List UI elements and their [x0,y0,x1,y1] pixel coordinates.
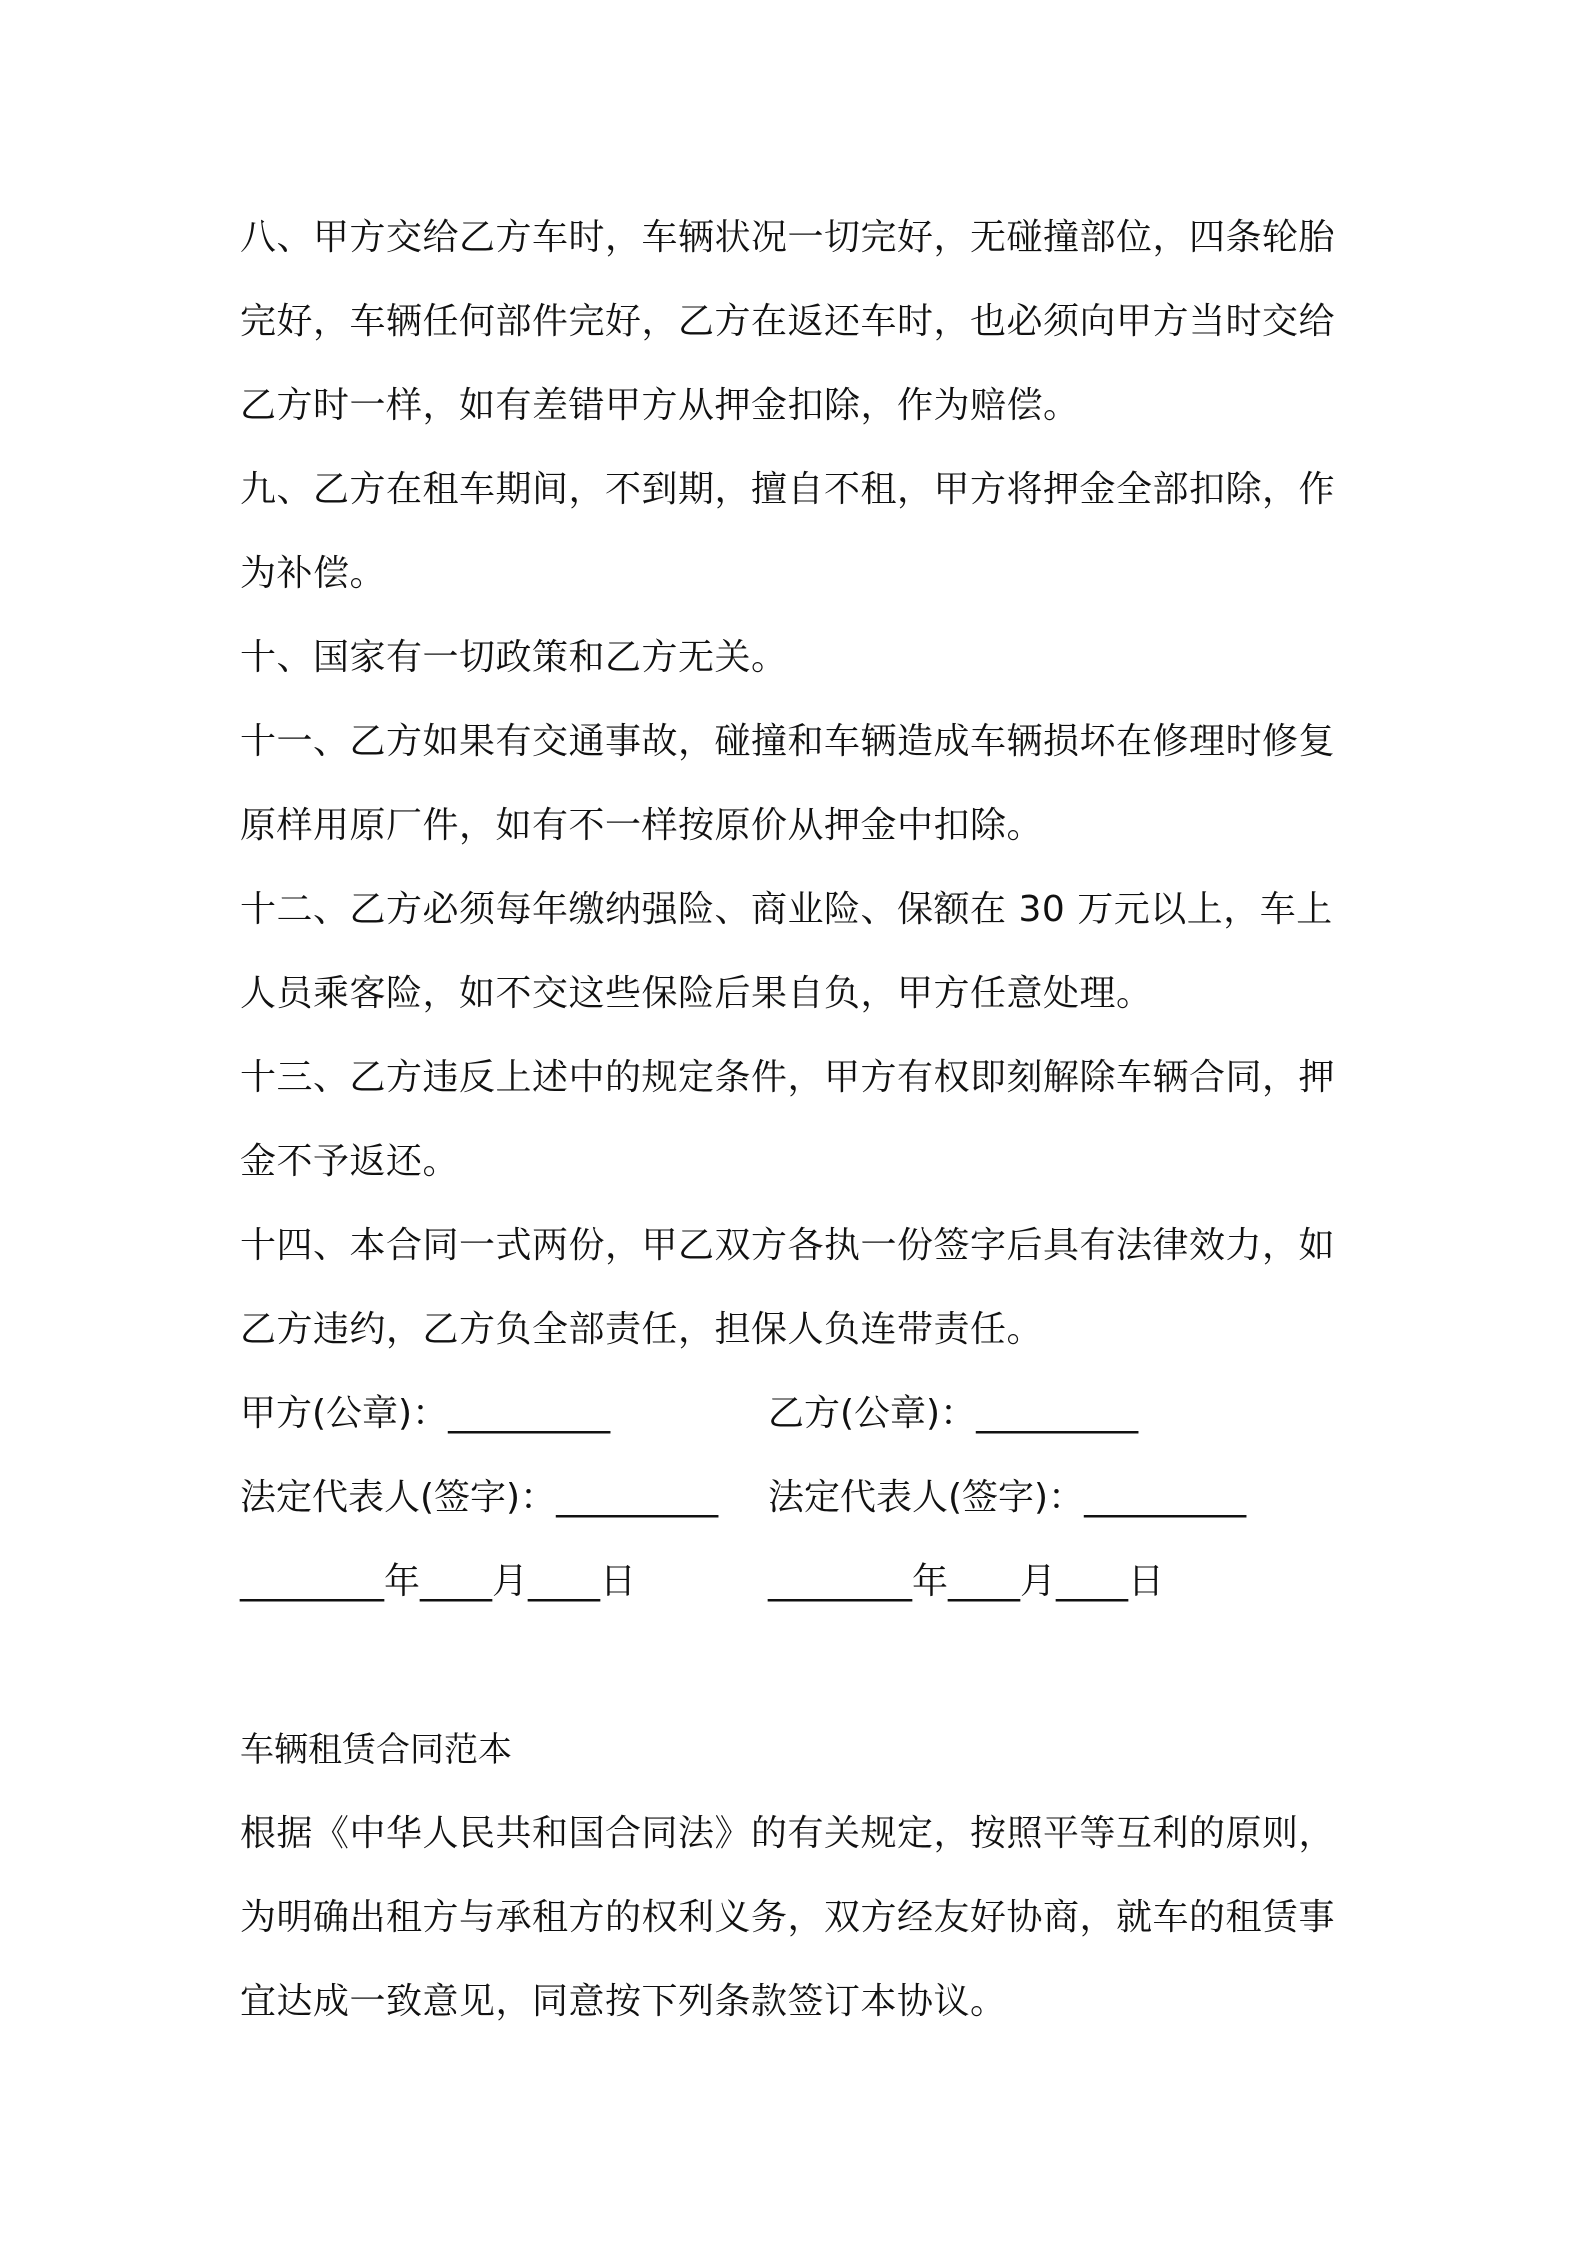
party-a-date-line: ________年____月____日 [240,1561,636,1602]
clause-11: 十一、乙方如果有交通事故，碰撞和车辆造成车辆损坏在修理时修复原样用原厂件，如有不一样按原价从押金中扣除。 [240,721,1336,846]
document-page [240,196,1360,2044]
clause-8: 八、甲方交给乙方车时，车辆状况一切完好，无碰撞部位，四条轮胎完好，车辆任何部件完好，乙方在返还车时，也必须向甲方当时交给乙方时一样，如有差错甲方从押金扣除，作为赔偿。 [240,217,1336,426]
signature-rep-row [240,1456,1360,1540]
party-b-date-line: ________年____月____日 [768,1561,1164,1602]
party-b-rep-line: 法定代表人(签字)：_________ [768,1477,1247,1518]
clause-12: 十二、乙方必须每年缴纳强险、商业险、保额在 30 万元以上，车上人员乘客险，如不交这些保险后果自负，甲方任意处理。 [240,889,1333,1014]
party-a-seal-line: 甲方(公章)：_________ [240,1393,611,1434]
signature-date-row [240,1540,1360,1624]
section-title: 车辆租赁合同范本 [240,1730,512,1770]
section-spacer [240,1624,1360,1708]
clause-14: 十四、本合同一式两份，甲乙双方各执一份签字后具有法律效力，如乙方违约，乙方负全部责任，担保人负连带责任。 [240,1225,1336,1350]
section-intro: 根据《中华人民共和国合同法》的有关规定，按照平等互利的原则，为明确出租方与承租方的权利义务，双方经友好协商，就车的租赁事宜达成一致意见，同意按下列条款签订本协议。 [240,1813,1336,2022]
clause-9: 九、乙方在租车期间，不到期，擅自不租，甲方将押金全部扣除，作为补偿。 [240,469,1336,594]
clause-13: 十三、乙方违反上述中的规定条件，甲方有权即刻解除车辆合同，押金不予返还。 [240,1057,1336,1182]
clause-10: 十、国家有一切政策和乙方无关。 [240,637,788,678]
party-a-rep-line: 法定代表人(签字)：_________ [240,1477,719,1518]
party-b-seal-line: 乙方(公章)：_________ [768,1393,1139,1434]
signature-seal-row [240,1372,1360,1456]
